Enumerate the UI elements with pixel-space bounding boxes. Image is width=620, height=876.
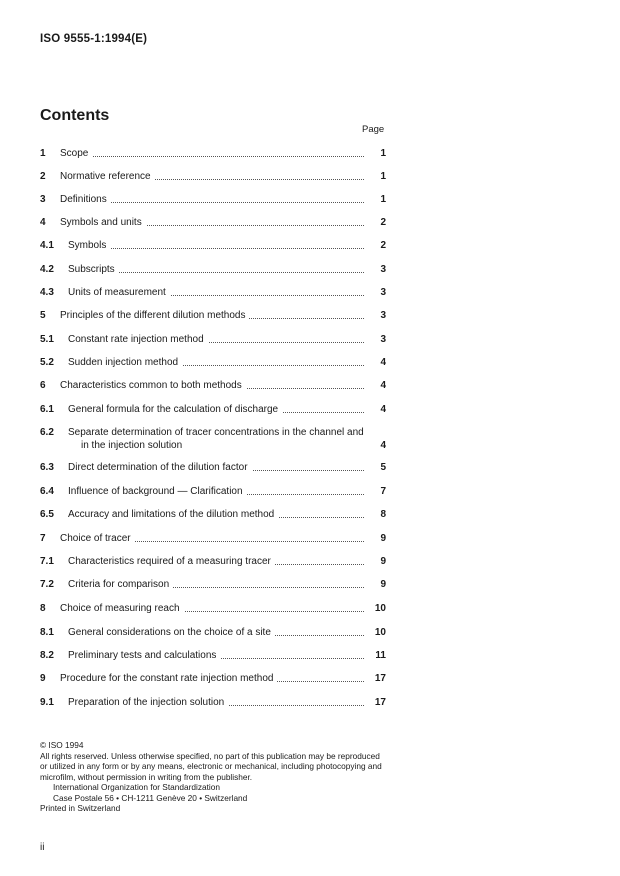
toc-number: 7.2	[40, 579, 54, 590]
toc-title: Preliminary tests and calculations	[68, 650, 220, 661]
toc-title: Scope	[60, 148, 92, 159]
page-column-label: Page	[362, 124, 385, 135]
toc-page: 8	[380, 509, 386, 520]
toc-title: Definitions	[60, 194, 111, 205]
toc-page: 5	[380, 462, 386, 473]
toc-title: Characteristics required of a measuring tracer	[68, 556, 275, 567]
toc-page: 3	[380, 287, 386, 298]
toc-title: Principles of the different dilution methods	[60, 310, 249, 321]
toc-page: 3	[380, 310, 386, 321]
toc-page: 2	[380, 240, 386, 251]
toc-title: General considerations on the choice of a site	[68, 627, 275, 638]
toc-title: Normative reference	[60, 171, 155, 182]
contents-title: Contents	[40, 107, 110, 124]
toc-number: 8	[40, 603, 46, 614]
toc-page: 17	[374, 673, 386, 684]
toc-number: 7	[40, 533, 46, 544]
toc-number: 4	[40, 217, 46, 228]
toc-number: 6	[40, 380, 46, 391]
toc-number: 2	[40, 171, 46, 182]
toc-title: Characteristics common to both methods	[60, 380, 246, 391]
toc-page: 4	[380, 380, 386, 391]
toc-page: 4	[380, 440, 386, 451]
toc-title-continued: in the injection solution	[81, 440, 183, 451]
toc-page: 4	[380, 357, 386, 368]
toc-number: 6.5	[40, 509, 54, 520]
toc-number: 4.2	[40, 264, 54, 275]
toc-page: 9	[380, 533, 386, 544]
toc-entry[interactable]	[40, 426, 386, 452]
rights-text-line: All rights reserved. Unless otherwise specified, no part of this publication may be reproduced	[40, 750, 380, 761]
toc-number: 9	[40, 673, 46, 684]
toc-number: 5.2	[40, 357, 54, 368]
toc-title: Criteria for comparison	[68, 579, 173, 590]
organization-address: Case Postale 56 • CH-1211 Genève 20 • Switzerland	[53, 792, 248, 803]
toc-title: Sudden injection method	[68, 357, 182, 368]
toc-number: 1	[40, 148, 46, 159]
rights-text-line: or utilized in any form or by any means, electronic or mechanical, including photocopying and	[40, 761, 382, 771]
toc-title: Constant rate injection method	[68, 334, 208, 345]
toc-title: Subscripts	[68, 264, 119, 275]
toc-page: 17	[374, 697, 386, 708]
toc-page: 3	[380, 264, 386, 275]
toc-page: 9	[380, 579, 386, 590]
toc-title: Separate determination of tracer concentrations in the channel and	[68, 427, 364, 438]
toc-title: Symbols	[68, 240, 110, 251]
toc-page: 2	[380, 217, 386, 228]
toc-number: 7.1	[40, 556, 54, 567]
toc-number: 8.1	[40, 627, 54, 638]
page-number: ii	[40, 842, 45, 853]
toc-number: 5	[40, 310, 46, 321]
toc-page: 1	[380, 194, 386, 205]
organization-name: International Organization for Standardization	[53, 782, 220, 792]
toc-number: 6.1	[40, 404, 54, 415]
toc-title: Procedure for the constant rate injection method	[60, 673, 277, 684]
toc-page: 11	[375, 650, 386, 661]
toc-number: 6.3	[40, 462, 54, 473]
printed-in: Printed in Switzerland	[40, 803, 121, 813]
toc-number: 4.3	[40, 287, 54, 298]
toc-title: Preparation of the injection solution	[68, 697, 228, 708]
toc-number: 6.2	[40, 427, 54, 438]
document-id: ISO 9555-1:1994(E)	[40, 33, 148, 45]
toc-page: 10	[374, 603, 386, 614]
toc-number: 4.1	[40, 240, 54, 251]
toc-page: 9	[380, 556, 386, 567]
toc-page: 7	[380, 486, 386, 497]
toc-number: 9.1	[40, 697, 54, 708]
toc-title: Symbols and units	[60, 217, 146, 228]
toc-page: 4	[380, 404, 386, 415]
toc-number: 6.4	[40, 486, 54, 497]
toc-page: 1	[380, 171, 386, 182]
toc-title: General formula for the calculation of discharge	[68, 404, 282, 415]
toc-title: Direct determination of the dilution factor	[68, 462, 252, 473]
toc-number: 5.1	[40, 334, 54, 345]
toc-title: Choice of tracer	[60, 533, 135, 544]
toc-page: 3	[380, 334, 386, 345]
toc-title: Units of measurement	[68, 287, 170, 298]
toc-title: Choice of measuring reach	[60, 603, 184, 614]
copyright-line: © ISO 1994	[40, 740, 84, 750]
toc-page: 10	[374, 627, 386, 638]
toc-page: 1	[380, 148, 386, 159]
toc-number: 8.2	[40, 650, 54, 661]
rights-text-line: microfilm, without permission in writing from the publisher.	[40, 771, 253, 782]
toc-title: Accuracy and limitations of the dilution method	[68, 509, 278, 520]
toc-title: Influence of background — Clarification	[68, 486, 247, 497]
copyright-notice	[40, 740, 390, 814]
toc-number: 3	[40, 194, 46, 205]
